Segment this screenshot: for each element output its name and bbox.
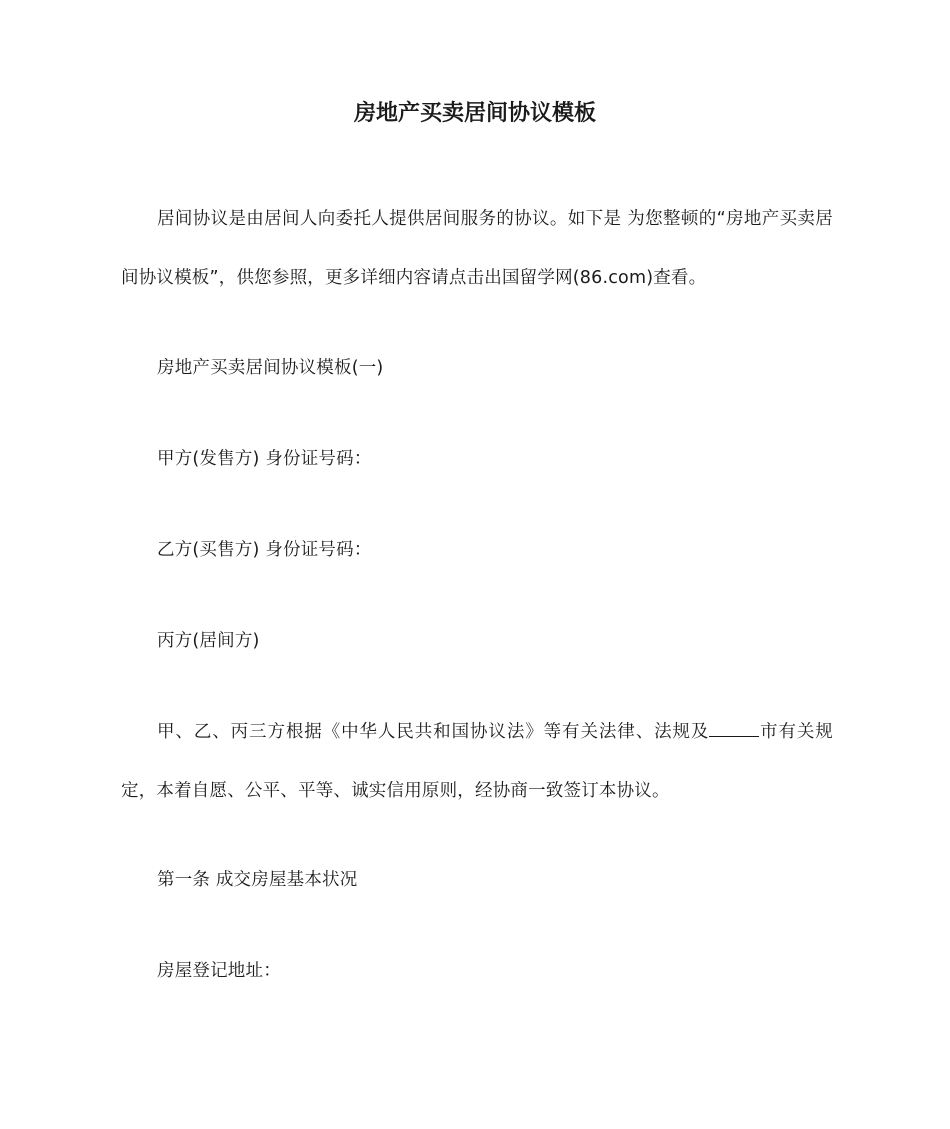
address-label: 房屋登记地址： bbox=[157, 961, 281, 981]
city-blank-line bbox=[709, 719, 759, 737]
party-a-line: 甲方(发售方) 身份证号码： bbox=[157, 449, 372, 469]
preamble-text-before: 甲、乙、丙三方根据《中华人民共和国协议法》等有关法律、法规及 bbox=[157, 722, 710, 742]
preamble-text-after: 市有关规定，本着自愿、公平、平等、诚实信用原则，经协商一致签订本协议。 bbox=[121, 722, 833, 801]
template-heading: 房地产买卖居间协议模板(一) bbox=[157, 358, 384, 378]
intro-paragraph: 居间协议是由居间人向委托人提供居间服务的协议。如下是 为您整顿的“房地产买卖居间协议模板”，供您参照，更多详细内容请点击出国留学网(86.com)查看。 bbox=[121, 209, 833, 288]
party-b-line: 乙方(买售方) 身份证号码： bbox=[157, 540, 372, 560]
document-title: 房地产买卖居间协议模板 bbox=[353, 101, 596, 126]
article-1-heading: 第一条 成交房屋基本状况 bbox=[157, 870, 358, 890]
party-c-line: 丙方(居间方) bbox=[157, 631, 260, 651]
preamble-paragraph bbox=[121, 703, 833, 821]
